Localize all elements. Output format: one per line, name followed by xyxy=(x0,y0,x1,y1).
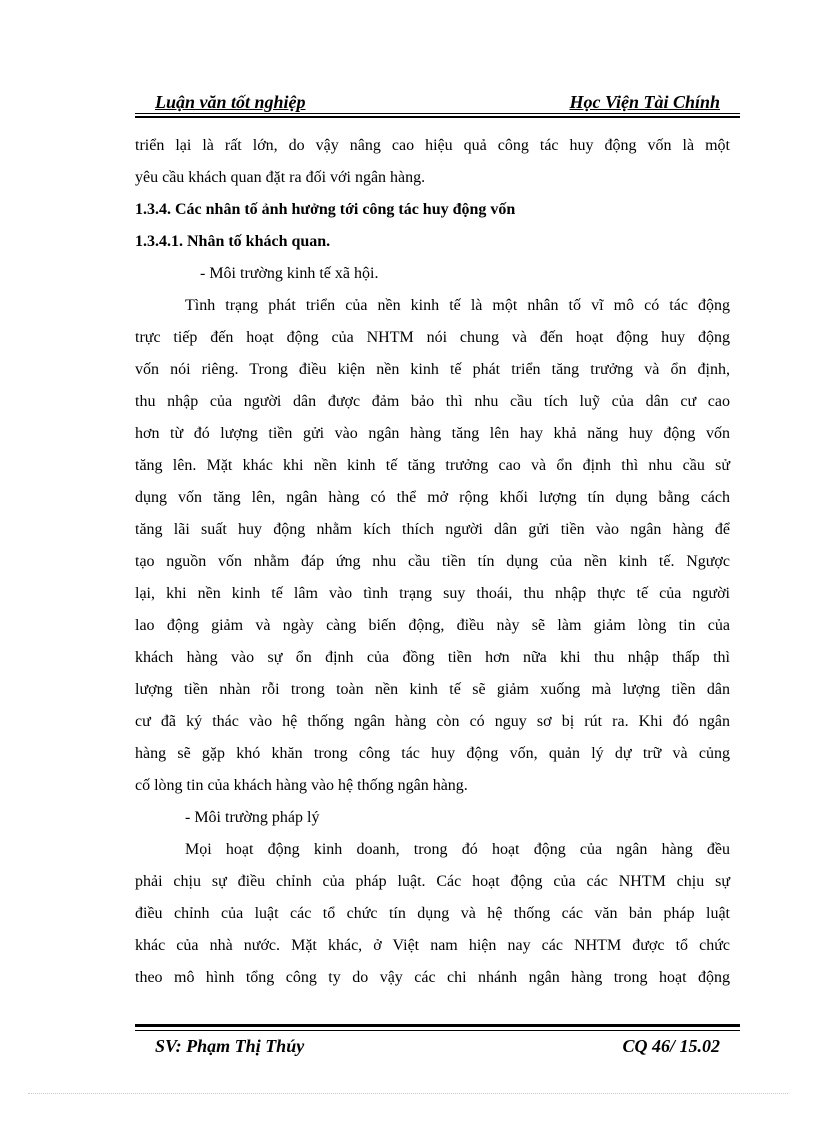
header-rule xyxy=(135,113,740,114)
body-text-line: hàng sẽ gặp khó khăn trong công tác huy động vốn, quản lý dự trữ và củng xyxy=(135,745,730,762)
body-text-line: cư đã ký thác vào hệ thống ngân hàng còn có nguy sơ bị rút ra. Khi đó ngân xyxy=(135,713,730,730)
body-text-line: vốn nói riêng. Trong điều kiện nền kinh tế phát triển tăng trưởng và ổn định, xyxy=(135,361,730,378)
page-footer xyxy=(135,1024,740,1064)
body-text-line: điều chỉnh của luật các tổ chức tín dụng và hệ thống các văn bản pháp luật xyxy=(135,905,730,922)
document-body xyxy=(135,130,730,994)
header-rule-thick xyxy=(135,116,740,118)
body-text-line: Tình trạng phát triển của nền kinh tế là một nhân tố vĩ mô có tác động xyxy=(185,297,730,314)
page-edge-dotted-line xyxy=(28,1093,788,1094)
body-text-line: dụng vốn tăng lên, ngân hàng có thể mở rộng khối lượng tín dụng bằng cách xyxy=(135,489,730,506)
body-text-line: theo mô hình tổng công ty do vậy các chi nhánh ngân hàng trong hoạt động xyxy=(135,969,730,986)
body-text-line: tăng lên. Mặt khác khi nền kinh tế tăng trưởng cao và ổn định thì nhu cầu sử xyxy=(135,457,730,474)
section-heading: 1.3.4.1. Nhân tố khách quan. xyxy=(135,233,331,250)
body-text-line: thu nhập của người dân được đảm bảo thì nhu cầu tích luỹ của dân cư cao xyxy=(135,393,730,410)
body-text-line: lại, khi nền kinh tế lâm vào tình trạng suy thoái, thu nhập thực tế của người xyxy=(135,585,730,602)
footer-student-name: SV: Phạm Thị Thúy xyxy=(155,1036,305,1056)
body-text-line: tạo nguồn vốn nhằm đáp ứng nhu cầu tiền tín dụng của nền kinh tế. Ngược xyxy=(135,553,730,570)
body-text-line: cố lòng tin của khách hàng vào hệ thống ngân hàng. xyxy=(135,777,468,794)
body-text-line: trực tiếp đến hoạt động của NHTM nói chung và đến hoạt động huy động xyxy=(135,329,730,346)
footer-class-code: CQ 46/ 15.02 xyxy=(622,1036,720,1056)
body-text-line: Mọi hoạt động kinh doanh, trong đó hoạt động của ngân hàng đều xyxy=(185,841,730,858)
footer-rule-thick xyxy=(135,1024,740,1027)
body-text-line: hơn từ đó lượng tiền gửi vào ngân hàng tăng lên hay khả năng huy động vốn xyxy=(135,425,730,442)
header-institution-label: Học Viện Tài Chính xyxy=(569,92,720,112)
header-thesis-label: Luận văn tốt nghiệp xyxy=(155,92,306,112)
body-text-line: yêu cầu khách quan đặt ra đối với ngân hàng. xyxy=(135,169,426,186)
body-text-line: lượng tiền nhàn rỗi trong toàn nền kinh tế sẽ giảm xuống mà lượng tiền dân xyxy=(135,681,730,698)
body-text-line: - Môi trường pháp lý xyxy=(185,809,320,826)
section-heading: 1.3.4. Các nhân tố ảnh hưởng tới công tác huy động vốn xyxy=(135,201,516,218)
body-text-line: - Môi trường kinh tế xã hội. xyxy=(200,265,379,282)
body-text-line: khác của nhà nước. Mặt khác, ở Việt nam hiện nay các NHTM được tổ chức xyxy=(135,937,730,954)
body-text-line: phải chịu sự điều chỉnh của pháp luật. Các hoạt động của các NHTM chịu sự xyxy=(135,873,730,890)
body-text-line: lao động giảm và ngày càng biến động, điều này sẽ làm giảm lòng tin của xyxy=(135,617,730,634)
body-text-line: tăng lãi suất huy động nhằm kích thích người dân gửi tiền vào ngân hàng để xyxy=(135,521,730,538)
page-header xyxy=(135,88,740,118)
body-text-line: triển lại là rất lớn, do vậy nâng cao hiệu quả công tác huy động vốn là một xyxy=(135,137,730,154)
body-text-line: khách hàng vào sự ổn định của đồng tiền hơn nữa khi thu nhập thấp thì xyxy=(135,649,730,666)
footer-rule xyxy=(135,1030,740,1031)
